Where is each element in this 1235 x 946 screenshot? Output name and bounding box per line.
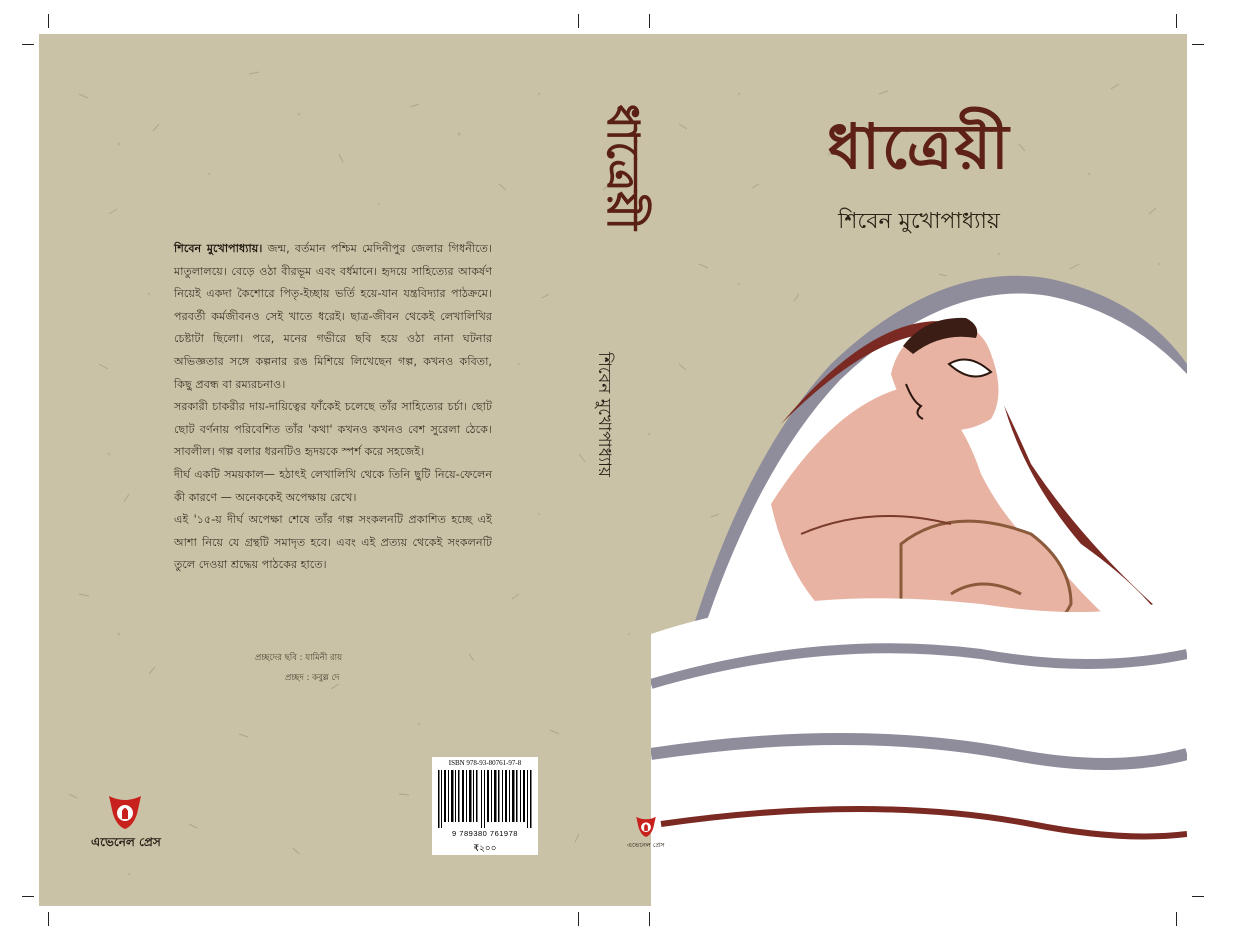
crop-mark xyxy=(649,14,650,28)
crop-mark xyxy=(48,912,49,926)
bio-paragraph-2: সরকারী চাকরীর দায়-দায়িত্বের ফাঁকেই চলেছে তাঁর সাহিত্যের চর্চা। ছোট ছোট বর্ণনায় পরিবেশিত তাঁর 'কথা' কখনও কখনও বেশ সুরেলা ঠেকে। সাবলীল। গল্প বলার ধরনটিও হৃদয়কে স্পর্শ করে সহজেই। xyxy=(174,400,492,459)
bio-paragraph-4: এই '১৫-য় দীর্ঘ অপেক্ষা শেষে তাঁর গল্প সংকলনটি প্রকাশিত হচ্ছে এই আশা নিয়ে যে গ্রন্থটি সমাদৃত হবে। এবং এই প্রত্যয় থেকেই সংকলনটি তুলে দেওয়া শ্রদ্ধেয় পাঠকের হাতে। xyxy=(174,513,492,572)
isbn-number: ISBN 978-93-80761-97-8 xyxy=(448,759,522,767)
crop-mark xyxy=(578,14,579,28)
book-price: ₹২০০ xyxy=(473,844,497,854)
barcode-number: 9 789380 761978 xyxy=(452,829,518,838)
publisher-name: এভেনেল প্রেস xyxy=(91,835,161,849)
isbn-barcode xyxy=(432,757,538,855)
publisher-logo-icon xyxy=(635,814,657,838)
front-title: ধাত্রেয়ী xyxy=(827,110,1011,183)
crop-mark xyxy=(22,44,34,45)
bio-paragraph-1 xyxy=(174,238,492,396)
spine-author: শিবেন মুখোপাধ্যায় xyxy=(594,352,614,478)
crop-mark xyxy=(1192,896,1204,897)
front-cover xyxy=(627,34,1187,906)
crop-mark xyxy=(22,896,34,897)
publisher-logo-icon xyxy=(107,792,143,830)
bio-paragraph-3: দীর্ঘ একটি সময়কাল— হঠাৎই লেখালিখি থেকে তিনি ছুটি নিয়ে-ফেলেন কী কারণে — অনেককেই অপেক্ষায় রেখে। xyxy=(174,467,492,504)
crop-mark xyxy=(578,912,579,926)
spine-title: ধাত্রেয়ী xyxy=(597,104,648,230)
front-publisher-name: এভেনেল প্রেস xyxy=(627,841,665,849)
author-biography xyxy=(174,238,492,577)
bio-paragraph-1-text: জন্ম, বর্তমান পশ্চিম মেদিনীপুর জেলার গিধনীতে। মাতুলালয়ে। বেড়ে ওঠা বীরভূম এবং বর্ধমানে। হৃদয়ে সাহিত্যের আকর্ষণ নিয়েই একদা কৈশোরে পিতৃ-ইচ্ছায় ভর্তি হয়ে-যান যন্ত্রবিদ্যার পাঠক্রমে। পরবর্তী কর্মজীবনও সেই খাতে ধরেই। ছাত্র-জীবন থেকেই লেখালিখির চেষ্টাটা ছিলো। পরে, মনের গভীরে ছবি হয়ে ওঠা নানা ঘটনার অভিজ্ঞতার সঙ্গে কল্পনার রঙ মিশিয়ে লিখেছেন গল্প, কখনও কবিতা, কিছু প্রবন্ধ বা রম্যরচনাও। xyxy=(174,242,492,391)
crop-mark xyxy=(1176,14,1177,28)
cover-art-credit: প্রচ্ছদের ছবি : যামিনী রায় xyxy=(255,653,343,663)
book-cover xyxy=(39,34,1187,906)
bio-author-name: শিবেন মুখোপাধ্যায়। xyxy=(174,242,263,255)
crop-mark xyxy=(48,14,49,28)
crop-mark xyxy=(649,912,650,926)
front-author: শিবেন মুখোপাধ্যায় xyxy=(838,209,1000,234)
cover-design-credit: প্রচ্ছদ : কবুল্ল দে xyxy=(285,673,340,683)
crop-mark xyxy=(1192,44,1204,45)
crop-mark xyxy=(1176,912,1177,926)
barcode-bars xyxy=(438,770,532,828)
